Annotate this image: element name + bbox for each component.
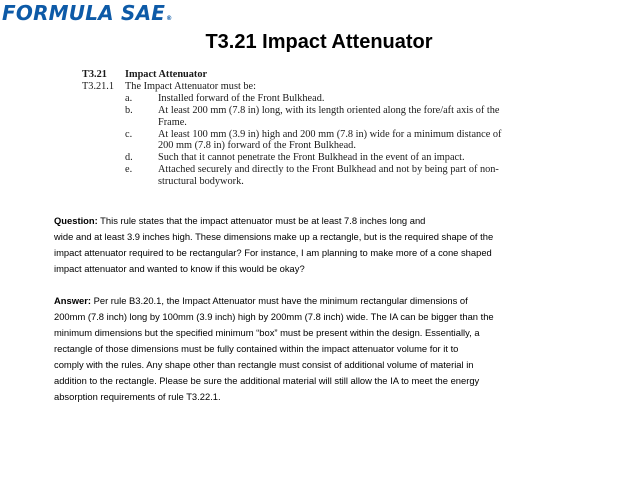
question-label: Question: (54, 215, 98, 226)
rule-item (125, 105, 582, 129)
rule-item-text (158, 93, 550, 105)
rule-item-letter: b. (125, 104, 133, 116)
rule-item-letter: e. (125, 164, 133, 176)
rule-heading: Impact Attenuator (125, 69, 208, 80)
answer-paragraph (54, 293, 594, 405)
answer-line: absorption requirements of rule T3.22.1. (54, 391, 221, 402)
rule-item-list (125, 93, 582, 188)
rule-item (125, 152, 582, 164)
registered-mark: ® (166, 15, 173, 22)
answer-line: 200mm (7.8 inch) long by 100mm (3.9 inch) high by 200mm (7.8 inch) wide. The IA can be bigger than the (54, 311, 494, 322)
answer-label: Answer: (54, 295, 91, 306)
rule-item (125, 164, 582, 188)
paragraph-spacer (54, 277, 594, 293)
rule-item (125, 93, 582, 105)
rule-item-text (158, 164, 550, 188)
question-line: impact attenuator and wanted to know if this would be okay? (54, 263, 305, 274)
question-line: This rule states that the impact attenuator must be at least 7.8 inches long and (97, 215, 426, 226)
rule-item-letter: d. (125, 152, 133, 164)
rule-item-line: At least 200 mm (7.8 in) long, with its length oriented along the fore/aft axis of the (158, 104, 500, 116)
logo-text: FORMULA SAE (2, 1, 166, 25)
rule-item-line: At least 100 mm (3.9 in) high and 200 mm (7.8 in) wide for a minimum distance of (158, 128, 502, 140)
answer-line: rectangle of those dimensions must be fully contained within the impact attenuator volume for it to (54, 343, 459, 354)
rule-item-text (158, 152, 550, 164)
rule-item-line: 200 mm (7.8 in) forward of the Front Bulkhead. (158, 140, 356, 152)
question-line: impact attenuator required to be rectangular? For instance, I am planning to make more of a cone shaped (54, 247, 492, 258)
answer-line: addition to the rectangle. Please be sure the additional material will still allow the IA to meet the energy (54, 375, 480, 386)
question-line: wide and at least 3.9 inches high. These dimensions make up a rectangle, but is the required shape of the (54, 231, 494, 242)
faq-body (54, 213, 594, 405)
rule-item-line: Attached securely and directly to the Front Bulkhead and not by being part of non- (158, 164, 499, 176)
answer-line: Per rule B3.20.1, the Impact Attenuator must have the minimum rectangular dimensions of (91, 295, 468, 306)
rule-item-line: Installed forward of the Front Bulkhead. (158, 92, 325, 104)
question-paragraph (54, 213, 594, 277)
rule-item-line: Frame. (158, 116, 187, 128)
rule-item-letter: a. (125, 92, 133, 104)
rule-number: T3.21 (82, 69, 107, 80)
rule-sub-number: T3.21.1 (82, 80, 115, 92)
rule-heading-row (82, 69, 582, 81)
answer-line: minimum dimensions but the specified minimum “box” must be present within the design. Essentially, a (54, 327, 480, 338)
page-title: T3.21 Impact Attenuator (205, 31, 433, 53)
rule-excerpt (82, 69, 582, 188)
rule-item-text (158, 105, 550, 129)
answer-line: comply with the rules. Any shape other than rectangle must consist of additional volume of material in (54, 359, 474, 370)
rule-item-letter: c. (125, 128, 133, 140)
rule-item (125, 129, 582, 153)
rule-sub-text: The Impact Attenuator must be: (125, 80, 256, 92)
rule-item-line: structural bodywork. (158, 176, 244, 188)
rule-sub-row (82, 81, 582, 93)
rule-item-text (158, 129, 550, 153)
formula-sae-logo (2, 2, 172, 24)
rule-item-line: Such that it cannot penetrate the Front Bulkhead in the event of an impact. (158, 152, 465, 164)
